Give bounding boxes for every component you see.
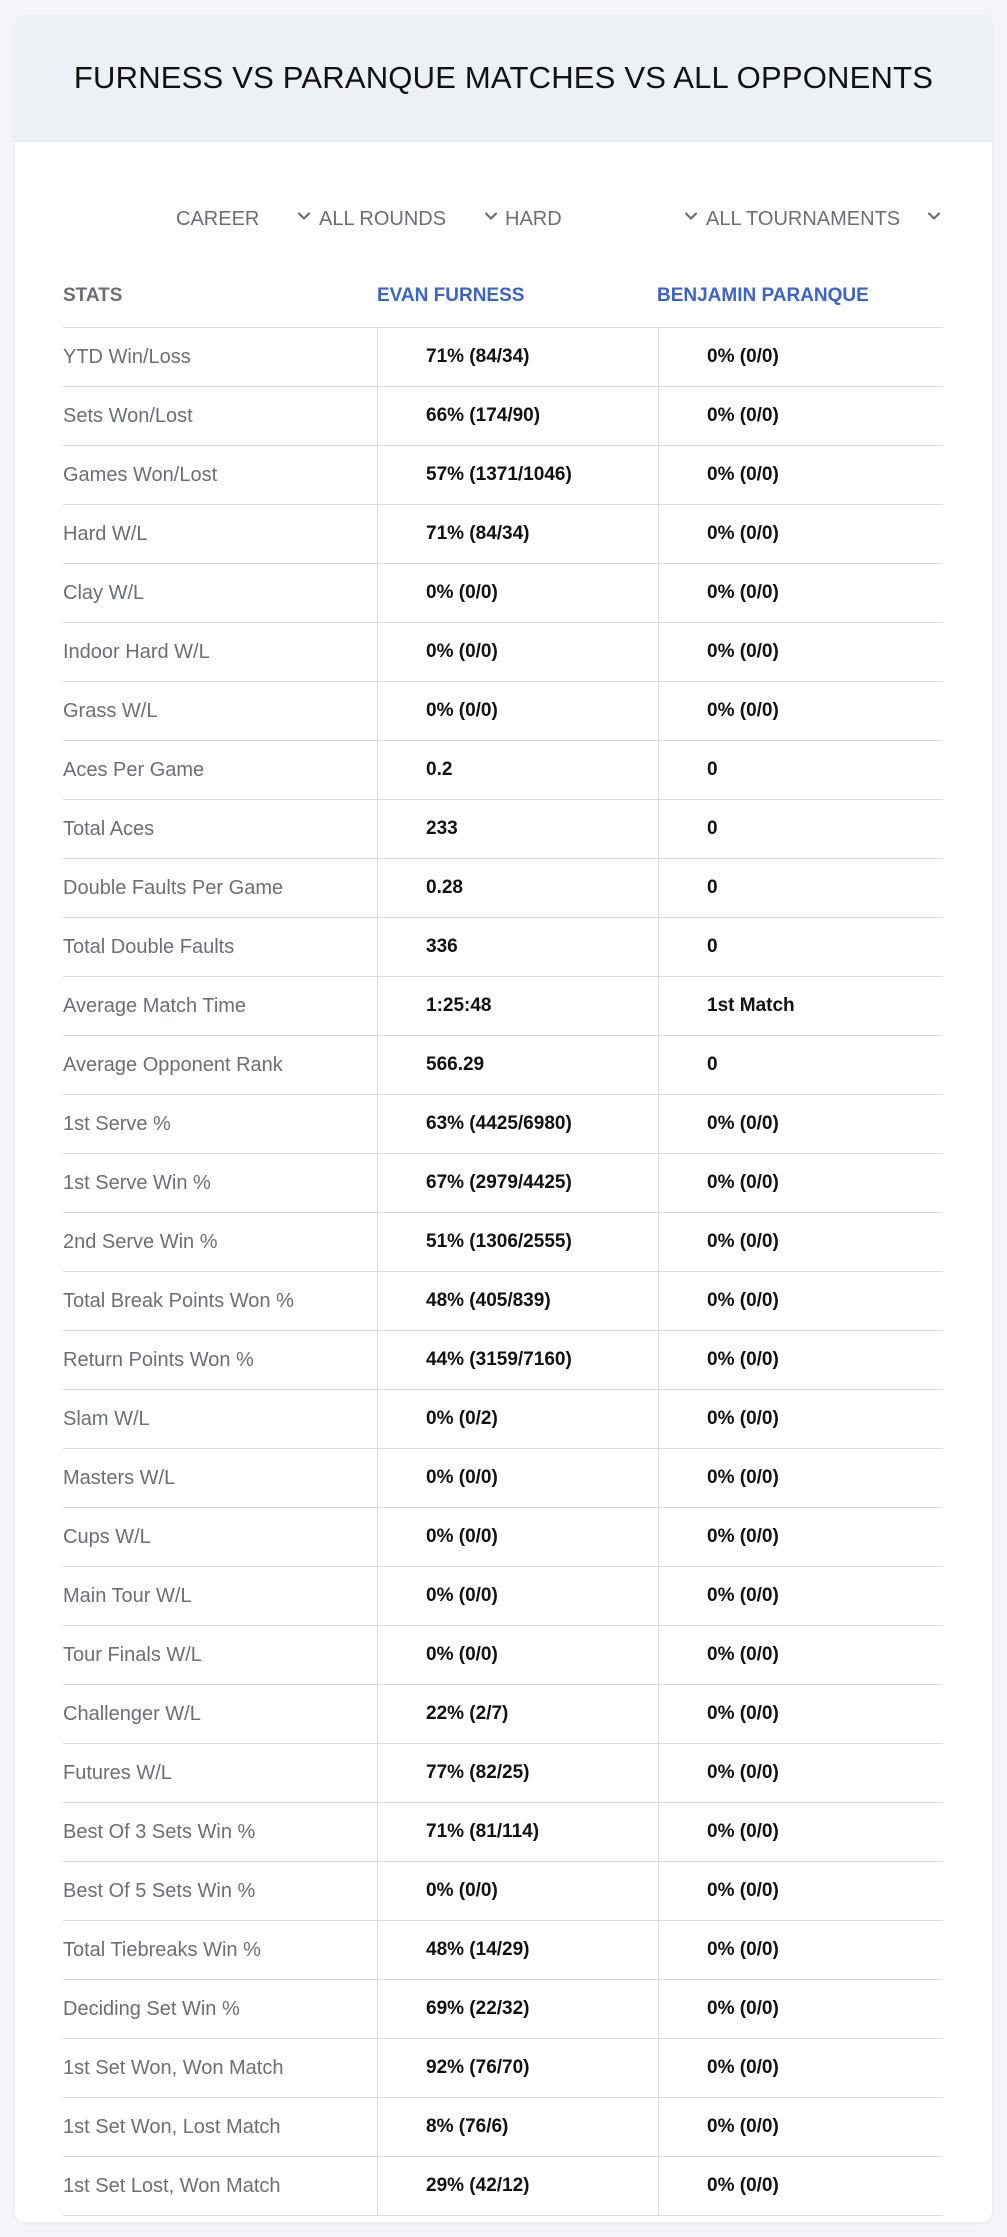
table-body (63, 328, 943, 2216)
player1-stat-value: 57% (1371/1046) (377, 446, 658, 504)
table-row (63, 446, 943, 505)
table-row (63, 1508, 943, 1567)
player1-stat-value: 71% (84/34) (377, 505, 658, 563)
table-row (63, 1154, 943, 1213)
player2-stat-value: 0 (658, 918, 943, 976)
stat-label: Return Points Won % (63, 1348, 254, 1371)
player1-stat-value: 566.29 (377, 1036, 658, 1094)
player2-stat-value: 0% (0/0) (658, 1862, 943, 1920)
table-row (63, 2157, 943, 2216)
table-row (63, 1685, 943, 1744)
table-row (63, 1331, 943, 1390)
player1-stat-value: 0% (0/2) (377, 1390, 658, 1448)
table-row (63, 1921, 943, 1980)
stat-label: Total Tiebreaks Win % (63, 1938, 261, 1961)
tournament-select-value: ALL TOURNAMENTS (706, 207, 901, 230)
stat-label: Tour Finals W/L (63, 1643, 202, 1666)
player2-stat-value: 0% (0/0) (658, 2098, 943, 2156)
stats-table (63, 265, 943, 2216)
table-row (63, 1862, 943, 1921)
table-row (63, 859, 943, 918)
stat-label: 1st Serve Win % (63, 1171, 211, 1194)
player1-stat-value: 336 (377, 918, 658, 976)
table-row (63, 741, 943, 800)
page-title: FURNESS VS PARANQUE MATCHES VS ALL OPPONENTS (73, 60, 934, 95)
table-row (63, 2098, 943, 2157)
stat-label: Average Opponent Rank (63, 1053, 283, 1076)
player1-stat-value: 0.28 (377, 859, 658, 917)
tournament-select[interactable] (706, 201, 942, 237)
table-row (63, 387, 943, 446)
chevron-down-icon (296, 208, 312, 224)
player2-stat-value: 0% (0/0) (658, 1685, 943, 1743)
player1-stat-value: 0% (0/0) (377, 564, 658, 622)
table-row (63, 918, 943, 977)
player1-name-link[interactable]: EVAN FURNESS (377, 285, 525, 306)
table-row (63, 1980, 943, 2039)
table-row (63, 1626, 943, 1685)
player1-stat-value: 63% (4425/6980) (377, 1095, 658, 1153)
round-select-value: ALL ROUNDS (319, 207, 447, 230)
table-row (63, 2039, 943, 2098)
stat-label: Grass W/L (63, 699, 158, 722)
player2-stat-value: 0% (0/0) (658, 1095, 943, 1153)
player1-stat-value: 8% (76/6) (377, 2098, 658, 2156)
player2-stat-value: 0% (0/0) (658, 1213, 943, 1271)
table-row (63, 1213, 943, 1272)
stat-label: Indoor Hard W/L (63, 640, 210, 663)
player2-stat-value: 0% (0/0) (658, 328, 943, 386)
table-row (63, 1803, 943, 1862)
player1-stat-value: 48% (405/839) (377, 1272, 658, 1330)
player1-stat-value: 0% (0/0) (377, 1449, 658, 1507)
player1-stat-value: 0% (0/0) (377, 623, 658, 681)
surface-select-value: HARD (505, 207, 562, 230)
player1-stat-value: 0% (0/0) (377, 682, 658, 740)
stat-label: Best Of 3 Sets Win % (63, 1820, 256, 1843)
player2-stat-value: 0% (0/0) (658, 505, 943, 563)
card-header (15, 15, 992, 142)
player1-stat-value: 0% (0/0) (377, 1862, 658, 1920)
stat-label: Games Won/Lost (63, 463, 218, 486)
table-row (63, 1272, 943, 1331)
player2-stat-value: 0 (658, 800, 943, 858)
stat-label: 1st Serve % (63, 1112, 171, 1135)
player2-stat-value: 0% (0/0) (658, 2039, 943, 2097)
table-row (63, 328, 943, 387)
stat-label: Sets Won/Lost (63, 404, 193, 427)
player2-stat-value: 0% (0/0) (658, 2157, 943, 2215)
table-row (63, 1449, 943, 1508)
stat-label: 1st Set Lost, Won Match (63, 2174, 281, 2197)
player2-stat-value: 0% (0/0) (658, 1980, 943, 2038)
player2-stat-value: 0 (658, 1036, 943, 1094)
stat-label: YTD Win/Loss (63, 345, 191, 368)
player2-stat-value: 0% (0/0) (658, 1744, 943, 1802)
period-select[interactable] (176, 201, 312, 237)
stat-label: Slam W/L (63, 1407, 150, 1430)
stat-label: 1st Set Won, Won Match (63, 2056, 284, 2079)
player1-stat-value: 1:25:48 (377, 977, 658, 1035)
player1-stat-value: 71% (84/34) (377, 328, 658, 386)
player1-stat-value: 92% (76/70) (377, 2039, 658, 2097)
player2-stat-value: 0% (0/0) (658, 682, 943, 740)
column-header-stats: STATS (63, 285, 123, 306)
stat-label: Total Double Faults (63, 935, 235, 958)
player2-name-link[interactable]: BENJAMIN PARANQUE (657, 285, 869, 306)
stat-label: Clay W/L (63, 581, 145, 604)
filters-bar (15, 201, 992, 237)
player2-stat-value: 0% (0/0) (658, 623, 943, 681)
stats-card (15, 15, 992, 2222)
player2-stat-value: 0% (0/0) (658, 1508, 943, 1566)
player2-stat-value: 0% (0/0) (658, 1803, 943, 1861)
player2-stat-value: 0% (0/0) (658, 1331, 943, 1389)
stat-label: Masters W/L (63, 1466, 176, 1489)
player1-stat-value: 71% (81/114) (377, 1803, 658, 1861)
table-row (63, 1095, 943, 1154)
table-row (63, 505, 943, 564)
chevron-down-icon (483, 208, 499, 224)
player1-stat-value: 0% (0/0) (377, 1508, 658, 1566)
player1-stat-value: 69% (22/32) (377, 1980, 658, 2038)
stat-label: Aces Per Game (63, 758, 205, 781)
stat-label: Cups W/L (63, 1525, 151, 1548)
table-row (63, 977, 943, 1036)
table-row (63, 1390, 943, 1449)
player2-stat-value: 0% (0/0) (658, 446, 943, 504)
surface-select[interactable] (505, 201, 699, 237)
player2-stat-value: 0 (658, 859, 943, 917)
player1-stat-value: 22% (2/7) (377, 1685, 658, 1743)
player1-stat-value: 0% (0/0) (377, 1567, 658, 1625)
player1-stat-value: 0% (0/0) (377, 1626, 658, 1684)
player2-stat-value: 0% (0/0) (658, 1390, 943, 1448)
table-header (63, 265, 943, 328)
player2-stat-value: 0% (0/0) (658, 387, 943, 445)
stat-label: Deciding Set Win % (63, 1997, 240, 2020)
stat-label: Total Aces (63, 817, 155, 840)
player2-stat-value: 0% (0/0) (658, 1567, 943, 1625)
stat-label: Double Faults Per Game (63, 876, 284, 899)
player1-stat-value: 66% (174/90) (377, 387, 658, 445)
player1-stat-value: 29% (42/12) (377, 2157, 658, 2215)
stat-label: 1st Set Won, Lost Match (63, 2115, 281, 2138)
player1-stat-value: 67% (2979/4425) (377, 1154, 658, 1212)
player2-stat-value: 0% (0/0) (658, 1154, 943, 1212)
stat-label: Total Break Points Won % (63, 1289, 294, 1312)
table-row (63, 623, 943, 682)
table-row (63, 564, 943, 623)
stat-label: Average Match Time (63, 994, 247, 1017)
table-row (63, 1567, 943, 1626)
chevron-down-icon (683, 208, 699, 224)
table-row (63, 1036, 943, 1095)
player1-stat-value: 44% (3159/7160) (377, 1331, 658, 1389)
table-row (63, 1744, 943, 1803)
player2-stat-value: 0% (0/0) (658, 1626, 943, 1684)
stat-label: Main Tour W/L (63, 1584, 192, 1607)
stat-label: Best Of 5 Sets Win % (63, 1879, 256, 1902)
player2-stat-value: 1st Match (658, 977, 943, 1035)
chevron-down-icon (926, 208, 942, 224)
player1-stat-value: 0.2 (377, 741, 658, 799)
stat-label: Hard W/L (63, 522, 148, 545)
player1-stat-value: 77% (82/25) (377, 1744, 658, 1802)
table-row (63, 682, 943, 741)
player2-stat-value: 0% (0/0) (658, 1921, 943, 1979)
stat-label: Futures W/L (63, 1761, 172, 1784)
stat-label: 2nd Serve Win % (63, 1230, 218, 1253)
player1-stat-value: 48% (14/29) (377, 1921, 658, 1979)
player2-stat-value: 0% (0/0) (658, 1272, 943, 1330)
stat-label: Challenger W/L (63, 1702, 201, 1725)
round-select[interactable] (319, 201, 499, 237)
period-select-value: CAREER (176, 207, 260, 230)
player2-stat-value: 0% (0/0) (658, 564, 943, 622)
table-row (63, 800, 943, 859)
player2-stat-value: 0% (0/0) (658, 1449, 943, 1507)
player1-stat-value: 233 (377, 800, 658, 858)
player2-stat-value: 0 (658, 741, 943, 799)
player1-stat-value: 51% (1306/2555) (377, 1213, 658, 1271)
